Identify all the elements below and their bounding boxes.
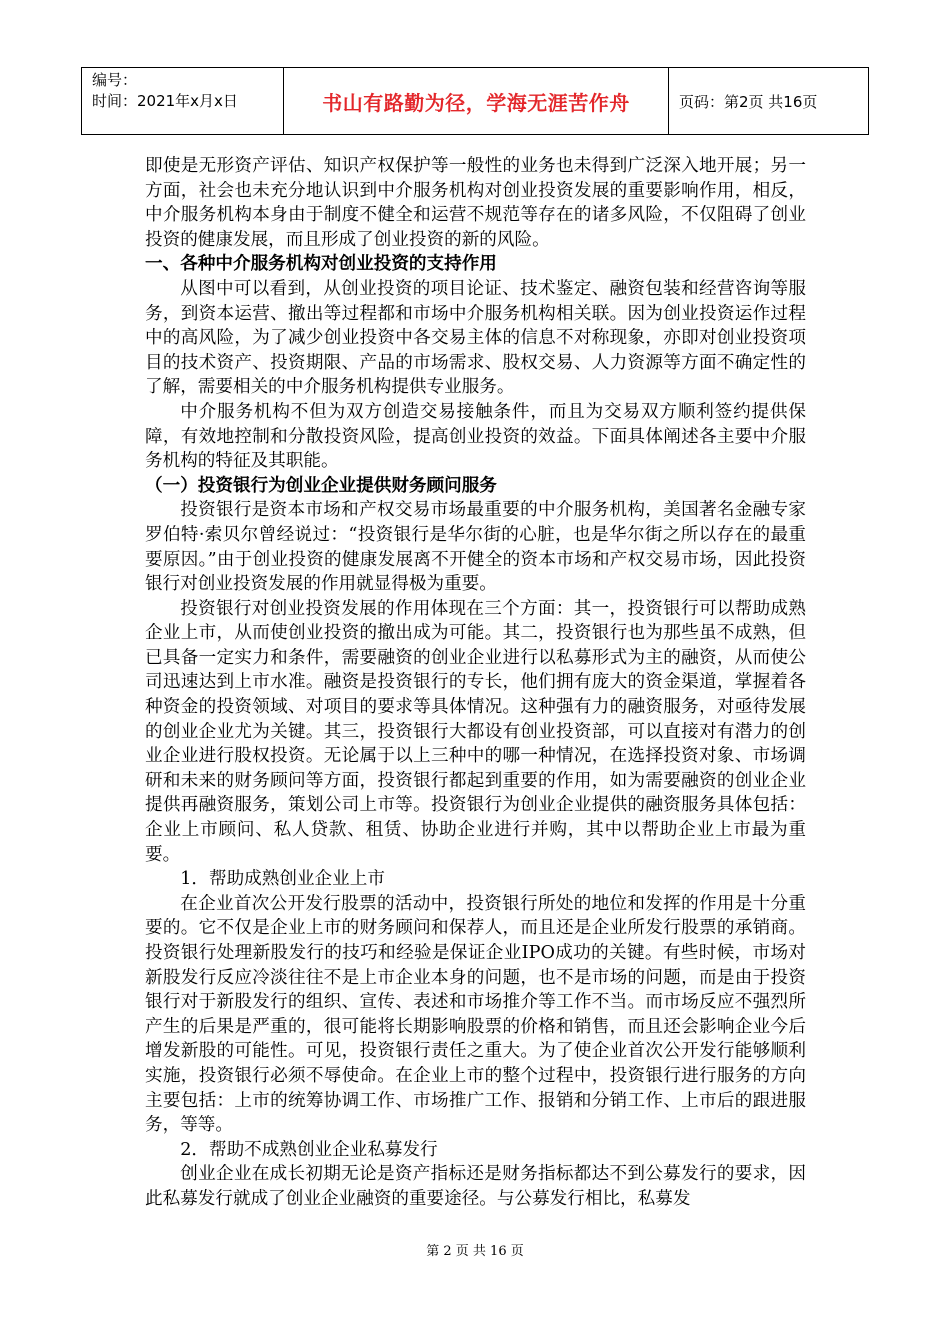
- number-label: 编号：: [92, 71, 138, 89]
- paragraph-5: 投资银行对创业投资发展的作用体现在三个方面：其一，投资银行可以帮助成熟企业上市，从而使创业投资的撤出成为可能。其二，投资银行也为那些虽不成熟，但已具备一定实力和条件，需要融资的创业企业进行以私募形式为主的融资，从而使公司迅速达到上市水准。融资是投资银行的专长，他们拥有庞大的资金渠道，掌握着各种资金的投资领域、对项目的要求等具体情况。这种强有力的融资服务，对亟待发展的创业企业尤为关键。其三，投资银行大都设有创业投资部，可以直接对有潜力的创业企业进行股权投资。无论属于以上三种中的哪一种情况，在选择投资对象、市场调研和未来的财务顾问等方面，投资银行都起到重要的作用，如为需要融资的创业企业提供再融资服务，策划公司上市等。投资银行为创业企业提供的融资服务具体包括：企业上市顾问、私人贷款、租赁、协助企业进行并购，其中以帮助企业上市最为重要。: [145, 598, 806, 865]
- subheading-1: 1．帮助成熟创业企业上市: [180, 869, 385, 890]
- time-label: 时间：2021年x月x日: [92, 92, 238, 110]
- header-page-info: 页码：第2页 共16页: [679, 92, 818, 111]
- paragraph-1: 即使是无形资产评估、知识产权保护等一般性的业务也未得到广泛深入地开展；另一方面，社会也未充分地认识到中介服务机构对创业投资发展的重要影响作用，相反，中介服务机构本身由于制度不健全和运营不规范等存在的诸多风险，不仅阻碍了创业投资的健康发展，而且形成了创业投资的新的风险。: [145, 156, 806, 250]
- paragraph-4: 投资银行是资本市场和产权交易市场最重要的中介服务机构，美国著名金融专家罗伯特·索贝尔曾经说过：“投资银行是华尔街的心脏，也是华尔街之所以存在的最重要原因。”由于创业投资的健康发展离不开健全的资本市场和产权交易市场，因此投资银行对创业投资发展的作用就显得极为重要。: [145, 500, 806, 595]
- section-heading-2: （一）投资银行为创业企业提供财务顾问服务: [145, 474, 497, 496]
- document-body: [145, 154, 806, 1212]
- header-meta: [82, 68, 284, 134]
- paragraph-6: 在企业首次公开发行股票的活动中，投资银行所处的地位和发挥的作用是十分重要的。它不仅是企业上市的财务顾问和保荐人，而且还是企业所发行股票的承销商。投资银行处理新股发行的技巧和经验是保证企业IPO成功的关键。有些时候，市场对新股发行反应冷淡往往不是上市企业本身的问题，也不是市场的问题，而是由于投资银行对于新股发行的组织、宣传、表述和市场推介等工作不当。而市场反应不强烈所产生的后果是严重的，很可能将长期影响股票的价格和销售，而且还会影响企业今后增发新股的可能性。可见，投资银行责任之重大。为了使企业首次公开发行能够顺利实施，投资银行必须不辱使命。在企业上市的整个过程中，投资银行进行服务的方向主要包括：上市的统筹协调工作、市场推广工作、报销和分销工作、上市后的跟进服务，等等。: [145, 893, 806, 1136]
- paragraph-3: 中介服务机构不但为双方创造交易接触条件，而且为交易双方顺利签约提供保障，有效地控制和分散投资风险，提高创业投资的效益。下面具体阐述各主要中介服务机构的特征及其职能。: [145, 401, 806, 472]
- header-motto: 书山有路勤为径，学海无涯苦作舟: [284, 68, 669, 134]
- page-footer: 第 2 页 共 16 页: [426, 1244, 524, 1259]
- subheading-2: 2．帮助不成熟创业企业私募发行: [180, 1139, 438, 1160]
- paragraph-2: 从图中可以看到，从创业投资的项目论证、技术鉴定、融资包装和经营咨询等服务，到资本运营、撤出等过程都和市场中介服务机构相关联。因为创业投资运作过程中的高风险，为了减少创业投资中各交易主体的信息不对称现象，亦即对创业投资项目的技术资产、投资期限、产品的市场需求、股权交易、人力资源等方面不确定性的了解，需要相关的中介服务机构提供专业服务。: [145, 278, 806, 398]
- document-header: [81, 67, 869, 135]
- paragraph-7: 创业企业在成长初期无论是资产指标还是财务指标都达不到公募发行的要求，因此私募发行就成了创业企业融资的重要途径。与公募发行相比，私募发: [145, 1164, 806, 1209]
- section-heading-1: 一、各种中介服务机构对创业投资的支持作用: [145, 253, 497, 275]
